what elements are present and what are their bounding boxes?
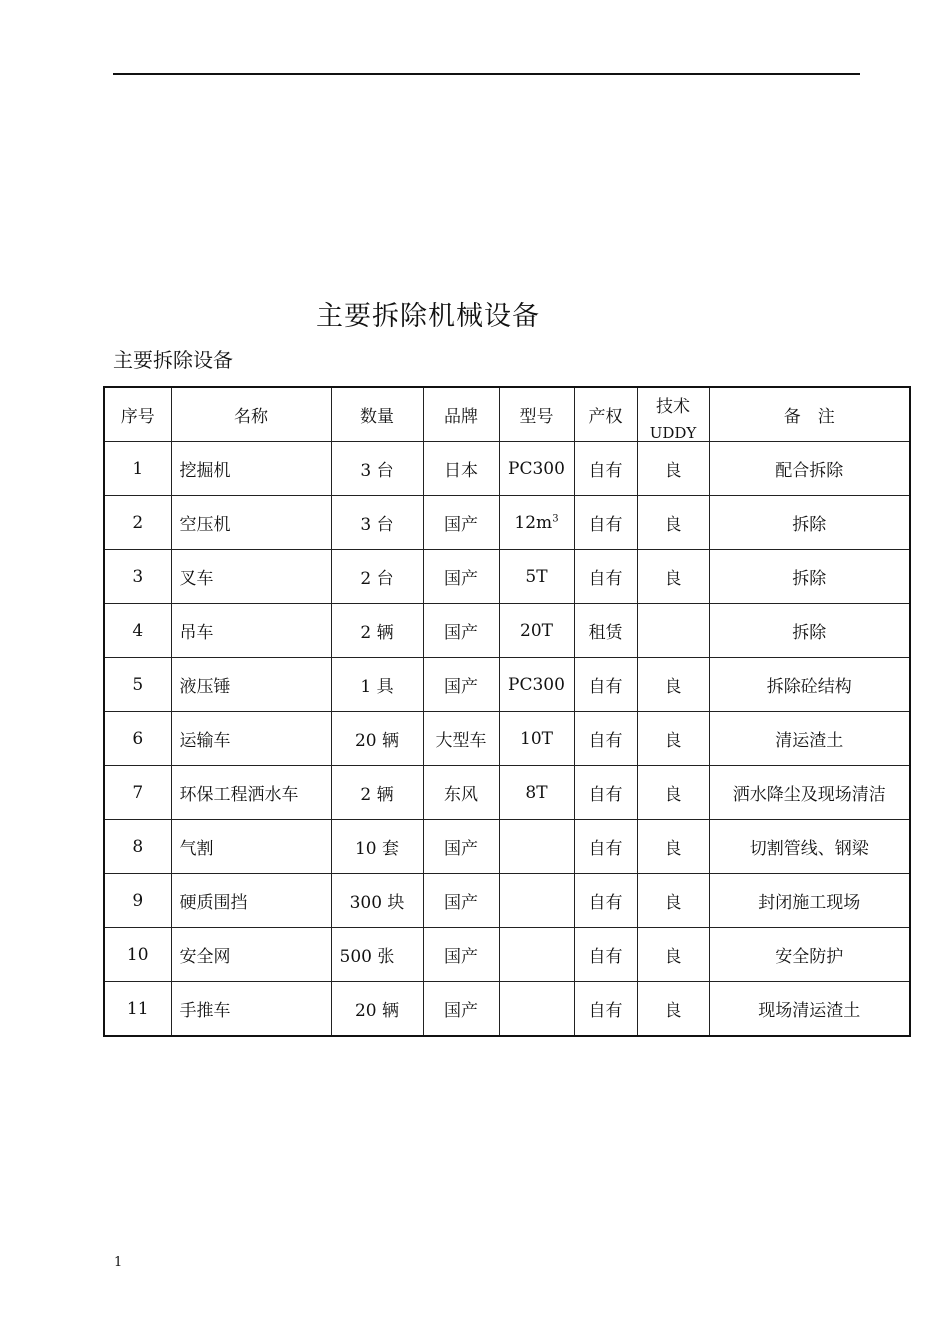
header-name: 名称 [171,387,331,442]
cell-tech: 良 [637,550,709,604]
table-row [104,658,910,712]
cell-qty: 10 套 [331,820,423,874]
cell-model [499,928,574,982]
cell-remarks: 洒水降尘及现场清洁 [709,766,910,820]
cell-name: 吊车 [171,604,331,658]
equipment-table [103,386,911,1037]
cell-name: 叉车 [171,550,331,604]
header-seq: 序号 [104,387,171,442]
table-row [104,496,910,550]
cell-ownership: 自有 [574,928,637,982]
cell-remarks: 拆除砼结构 [709,658,910,712]
cell-seq: 7 [104,766,171,820]
cell-ownership: 自有 [574,550,637,604]
cell-qty: 3 台 [331,442,423,496]
cell-tech: 良 [637,982,709,1037]
cell-model: 5T [499,550,574,604]
cell-brand: 国产 [423,820,499,874]
cell-brand: 国产 [423,874,499,928]
header-model: 型号 [499,387,574,442]
table-row [104,604,910,658]
header-ownership: 产权 [574,387,637,442]
cell-model [499,982,574,1037]
header-remarks: 备 注 [709,387,910,442]
cell-seq: 10 [104,928,171,982]
cell-seq: 4 [104,604,171,658]
cell-name: 手推车 [171,982,331,1037]
cell-qty: 300 块 [331,874,423,928]
cell-model: PC300 [499,442,574,496]
cell-model-text: 12m [514,512,553,533]
cell-qty: 20 辆 [331,982,423,1037]
table-row [104,442,910,496]
cell-brand: 国产 [423,496,499,550]
cell-name: 挖掘机 [171,442,331,496]
cell-name: 硬质围挡 [171,874,331,928]
cell-qty: 2 台 [331,550,423,604]
header-tech-line2: UDDY [649,424,697,442]
document-subtitle: 主要拆除设备 [113,348,233,372]
cell-brand: 国产 [423,982,499,1037]
cell-remarks: 拆除 [709,550,910,604]
table-row [104,550,910,604]
cell-model-superscript: 3 [552,512,559,524]
cell-seq: 3 [104,550,171,604]
cell-name: 环保工程洒水车 [171,766,331,820]
cell-remarks: 拆除 [709,604,910,658]
header-tech-line1: 技术 [656,397,690,417]
cell-qty: 1 具 [331,658,423,712]
cell-remarks: 配合拆除 [709,442,910,496]
cell-ownership: 自有 [574,766,637,820]
cell-remarks: 切割管线、钢梁 [709,820,910,874]
cell-brand: 国产 [423,658,499,712]
cell-ownership: 自有 [574,874,637,928]
cell-model [499,874,574,928]
cell-tech: 良 [637,928,709,982]
header-tech [637,387,709,442]
cell-qty: 2 辆 [331,604,423,658]
header-qty: 数量 [331,387,423,442]
cell-tech: 良 [637,820,709,874]
cell-model: PC300 [499,658,574,712]
page-number: 1 [114,1255,123,1270]
table-row [104,766,910,820]
cell-ownership: 自有 [574,982,637,1037]
cell-remarks: 清运渣土 [709,712,910,766]
cell-name: 气割 [171,820,331,874]
cell-remarks: 现场清运渣土 [709,982,910,1037]
cell-tech: 良 [637,766,709,820]
table-row [104,982,910,1037]
cell-qty: 3 台 [331,496,423,550]
cell-brand: 国产 [423,928,499,982]
cell-ownership: 自有 [574,442,637,496]
cell-brand: 东风 [423,766,499,820]
table-row [104,874,910,928]
cell-model: 20T [499,604,574,658]
cell-model: 8T [499,766,574,820]
cell-brand: 大型车 [423,712,499,766]
cell-name: 安全网 [171,928,331,982]
cell-model [499,496,574,550]
cell-tech: 良 [637,658,709,712]
cell-ownership: 自有 [574,496,637,550]
cell-seq: 5 [104,658,171,712]
cell-seq: 8 [104,820,171,874]
cell-tech: 良 [637,874,709,928]
cell-tech: 良 [637,712,709,766]
cell-seq: 2 [104,496,171,550]
cell-seq: 11 [104,982,171,1037]
cell-brand: 日本 [423,442,499,496]
cell-seq: 1 [104,442,171,496]
cell-qty: 20 辆 [331,712,423,766]
table-row [104,712,910,766]
cell-seq: 6 [104,712,171,766]
cell-tech [637,604,709,658]
cell-ownership: 租赁 [574,604,637,658]
table-row [104,820,910,874]
cell-ownership: 自有 [574,712,637,766]
header-brand: 品牌 [423,387,499,442]
cell-seq: 9 [104,874,171,928]
cell-model: 10T [499,712,574,766]
cell-remarks: 安全防护 [709,928,910,982]
cell-tech: 良 [637,442,709,496]
cell-remarks: 封闭施工现场 [709,874,910,928]
cell-brand: 国产 [423,550,499,604]
table-row [104,928,910,982]
cell-name: 液压锤 [171,658,331,712]
cell-name: 运输车 [171,712,331,766]
table-header-row [104,387,910,442]
cell-ownership: 自有 [574,658,637,712]
cell-qty: 500 张 [331,928,423,982]
cell-tech: 良 [637,496,709,550]
cell-brand: 国产 [423,604,499,658]
cell-ownership: 自有 [574,820,637,874]
cell-qty: 2 辆 [331,766,423,820]
document-title: 主要拆除机械设备 [316,301,540,332]
cell-model [499,820,574,874]
cell-remarks: 拆除 [709,496,910,550]
cell-name: 空压机 [171,496,331,550]
header-rule [113,73,860,75]
